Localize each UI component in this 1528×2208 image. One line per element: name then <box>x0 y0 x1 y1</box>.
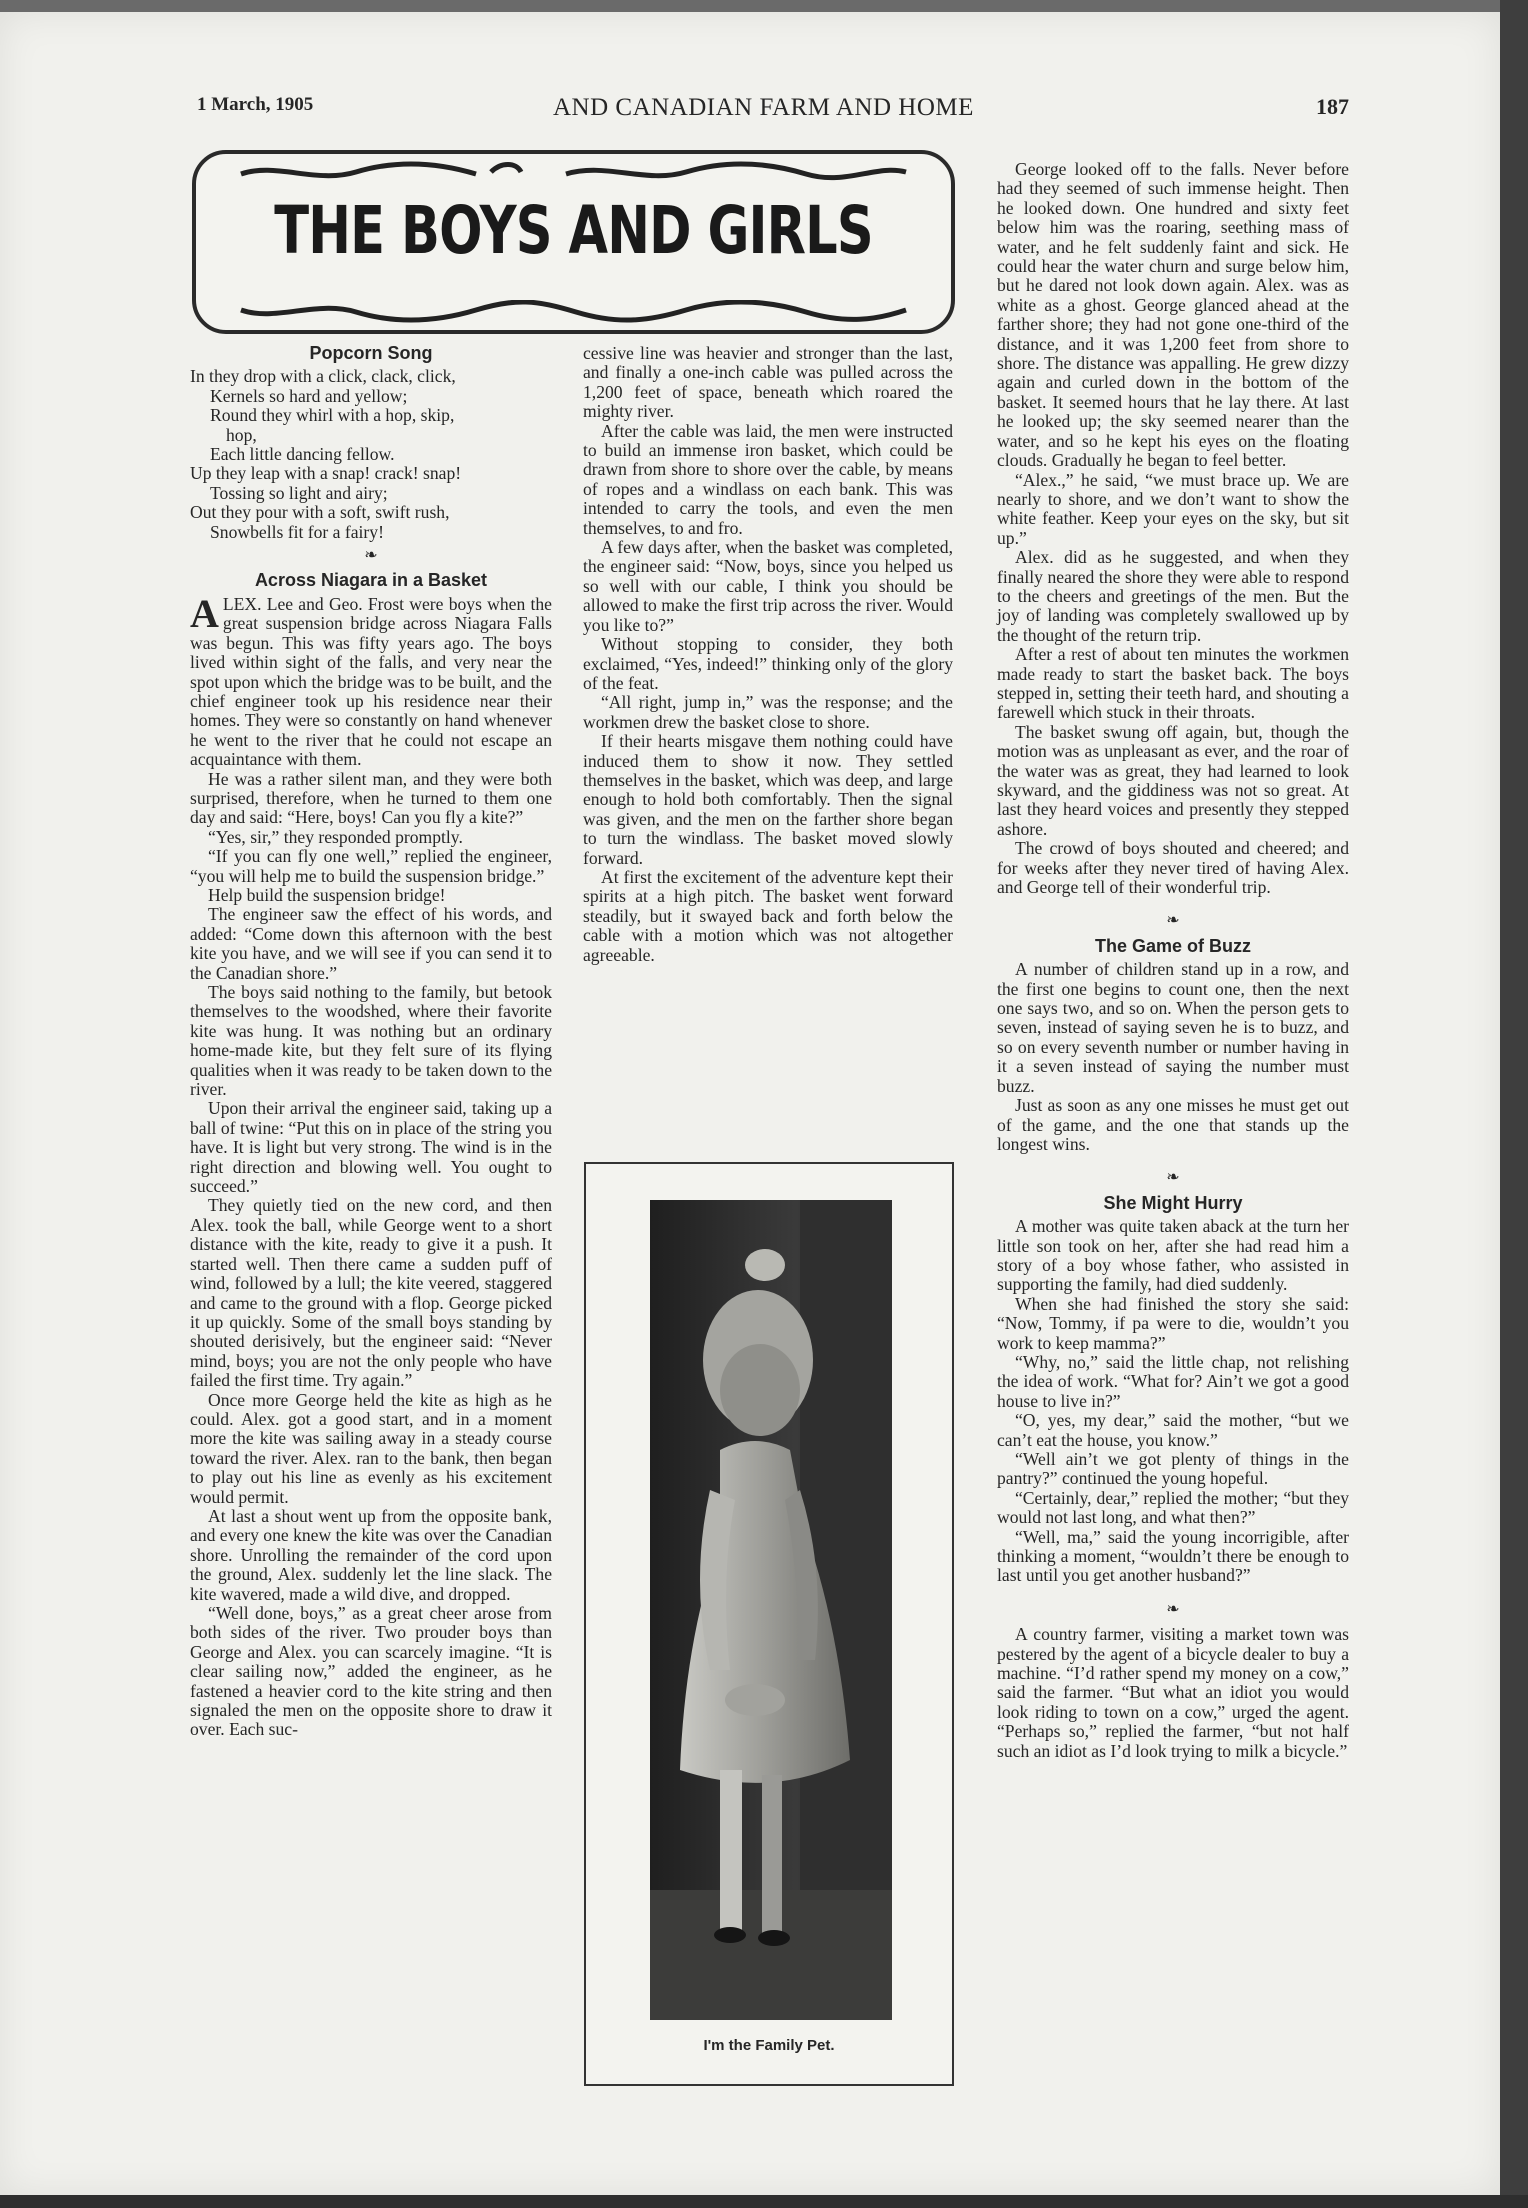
page-edge-bottom <box>0 2195 1528 2208</box>
article-paragraph: If their hearts misgave them nothing could have induced them to show it now. They settled themselves in the basket, which was deep, and large enough to hold both comfortably. Then the signal was given, and the men on the farther shore began to turn the windlass. The basket moved slowly forward. <box>583 731 953 868</box>
article-paragraph: Without stopping to consider, they both exclaimed, “Yes, indeed!” thinking only of the glory of the feat. <box>583 634 953 693</box>
article-paragraph: ALEX. Lee and Geo. Frost were boys when the great suspension bridge across Niagara Falls was begun. This was fifty years ago. The boys lived within sight of the falls, and very near the spot upon which the bridge was to be built, and the chief engineer took up his residence near their homes. They were so constantly on hand whenever he went to the river that he could not escape an acquaintance with them. <box>190 590 552 770</box>
newspaper-page <box>0 12 1500 2195</box>
article-paragraph: At last a shout went up from the opposite bank, and every one knew the kite was over the Canadian shore. Unrolling the remainder of the cord upon the ground, Alex. suddenly let the line slack. The kite wavered, made a wild dive, and dropped. <box>190 1505 553 1604</box>
article-paragraph: After a rest of about ten minutes the workmen made ready to start the basket back. The boys stepped in, setting their teeth hard, and shouting a farewell which stuck in their throats. <box>997 644 1349 723</box>
article-paragraph: George looked off to the falls. Never before had they seemed of such immense height. Then he looked down. One hundred and sixty feet below him was the roaring, seething mass of water, and he felt suddenly faint and sick. He could hear the water churn and surge below him, but he dared not look down again. Alex. was as white as a ghost. George glanced ahead at the farther shore; they had not gone one-third of the distance, and it was 1,200 feet from shore to shore. The distance was appalling. He grew dizzy again and curled down in the bottom of the basket. It seemed hours that he lay there. At last he looked up; the sky seemed nearer than the water, and so he kept his eyes on the floating clouds. Gradually he began to feel better. <box>997 159 1349 471</box>
article-paragraph: The engineer saw the effect of his words, and added: “Come down this afternoon with the best kite you have, and we will see if you can send it to the Canadian shore.” <box>190 904 552 983</box>
article-paragraph: A number of children stand up in a row, and the first one begins to count one, then the next one says two, and so on. When the person gets to seven, instead of saying seven he is to buzz, and so on every seventh number or number having in it a seven instead of saying the number must buzz. <box>997 959 1349 1096</box>
section-title-banner <box>192 150 955 334</box>
popcorn-poem <box>190 367 552 542</box>
article-paragraph: “Certainly, dear,” replied the mother; “but they would not last long, and what then?” <box>997 1487 1349 1528</box>
heading-niagara: Across Niagara in a Basket <box>254 570 488 591</box>
article-paragraph: “Yes, sir,” they responded promptly. <box>208 826 463 847</box>
article-paragraph: A country farmer, visiting a market town was pestered by the agent of a bicycle dealer to buy a machine. “I’d rather spend my money on a cow,” said the farmer. “But what an idiot you would look riding to town on a cow,” urged the agent. “Perhaps so,” replied the farmer, “but not half such an idiot as I’d look trying to milk a bicycle.” <box>997 1624 1349 1761</box>
photo-caption: I'm the Family Pet. <box>703 2037 835 2054</box>
article-paragraph: Help build the suspension bridge! <box>208 884 446 905</box>
family-pet-photo <box>650 1200 892 2020</box>
article-paragraph: “O, yes, my dear,” said the mother, “but we can’t eat the house, you know.” <box>997 1410 1349 1450</box>
article-paragraph: “Well ain’t we got plenty of things in the pantry?” continued the young hopeful. <box>997 1449 1349 1489</box>
article-paragraph: The crowd of boys shouted and cheered; and for weeks after they never tired of having Alex. and George tell of their wonderful trip. <box>997 838 1349 898</box>
article-paragraph: They quietly tied on the new cord, and then Alex. took the ball, while George went to a short distance with the kite, ready to give it a push. It started well. Then there came a sudden puff of wind, followed by a lull; the kite veered, staggered and came to the ground with a flop. George picked it up quickly. Some of the small boys standing by shouted derisively, but the engineer said: “Never mind, boys; you are not the only people who have failed the first time. Try again.” <box>190 1195 552 1391</box>
heading-she-might-hurry: She Might Hurry <box>1103 1192 1243 1213</box>
poem-line: Round they whirl with a hop, skip, <box>210 405 455 426</box>
article-paragraph: “Well, ma,” said the young incorrigible, after thinking a moment, “wouldn’t there be enough to last until you get another husband?” <box>997 1526 1349 1586</box>
article-paragraph: “Alex.,” he said, “we must brace up. We are nearly to shore, and we don’t want to show the white feather. Keep your eyes on the sky, but sit up.” <box>997 469 1349 548</box>
article-paragraph: He was a rather silent man, and they were both surprised, therefore, when he turned to them one day and said: “Here, boys! Can you fly a kite?” <box>190 768 552 828</box>
page-number: 187 <box>1316 94 1349 119</box>
column-left <box>190 344 552 1740</box>
fleuron-icon: ❧ <box>1166 912 1180 930</box>
drop-cap: A <box>190 590 219 636</box>
article-paragraph: “If you can fly one well,” replied the engineer, “you will help me to build the suspension bridge.” <box>190 846 552 886</box>
article-paragraph: Just as soon as any one misses he must get out of the game, and the one that stands up the longest wins. <box>997 1095 1349 1154</box>
poem-line: Up they leap with a snap! crack! snap! <box>190 463 462 484</box>
column-right <box>997 160 1349 1761</box>
article-paragraph: The basket swung off again, but, though the motion was as unpleasant as ever, and the roar of the water was as great, they had learned to look skyward, and the giddiness was not so great. At last they heard voices and presently they stepped ashore. <box>997 721 1349 839</box>
photo-frame <box>584 1162 954 2086</box>
article-paragraph: A mother was quite taken aback at the turn her little son took on her, after she had read him a story of a boy whose father, who assisted in supporting the family, had died suddenly. <box>997 1216 1349 1295</box>
fleuron-icon: ❧ <box>1166 1169 1180 1187</box>
child-portrait-icon <box>650 1200 892 2020</box>
article-paragraph: “Why, no,” said the little chap, not relishing the idea of work. “What for? Ain’t we got a good house to live in?” <box>997 1351 1349 1411</box>
article-paragraph: Once more George held the kite as high as he could. Alex. got a good start, and in a moment more the kite was sailing away in a steady course toward the river. Alex. ran to the bank, then began to play out his line as evenly as his excitement would permit. <box>190 1389 552 1507</box>
article-paragraph: “Well done, boys,” as a great cheer arose from both sides of the river. Two prouder boys than George and Alex. you can scarcely imagine. “It is clear sailing now,” added the engineer, as he fastened a heavier cord to the kite string and then signaled the men on the opposite shore to draw it over. Each suc- <box>190 1603 552 1740</box>
section-title: THE BOYS AND GIRLS <box>274 192 873 269</box>
poem-line: Tossing so light and airy; <box>210 482 388 503</box>
page-edge <box>1500 0 1528 2208</box>
fleuron-icon: ❧ <box>364 547 378 565</box>
poem-line: Snowbells fit for a fairy! <box>210 521 384 542</box>
publication-running-head: AND CANADIAN FARM AND HOME <box>553 94 974 121</box>
article-paragraph: A few days after, when the basket was completed, the engineer said: “Now, boys, since you helped us so well with our cable, I think you should be allowed to make the first trip across the river. Would you like to?” <box>583 537 953 635</box>
column-middle <box>583 344 953 965</box>
scroll-ornament-top-icon <box>236 160 911 184</box>
article-paragraph: “All right, jump in,” was the response; and the workmen drew the basket close to shore. <box>583 692 953 732</box>
article-paragraph: At first the excitement of the adventure kept their spirits at a high pitch. The basket went forward steadily, but it swayed back and forth below the cable with a motion which was not altogether agreeable. <box>583 866 953 965</box>
article-paragraph: cessive line was heavier and stronger than the last, and finally a one-inch cable was pulled across the 1,200 feet of space, beneath which roared the mighty river. <box>583 343 953 422</box>
issue-date: 1 March, 1905 <box>197 94 314 115</box>
poem-line: Each little dancing fellow. <box>210 444 395 465</box>
poem-line: Out they pour with a soft, swift rush, <box>190 502 450 523</box>
article-paragraph: The boys said nothing to the family, but betook themselves to the woodshed, where their favorite kite was hung. It was nothing but an ordinary home-made kite, but they felt sure of its flying qualities when it was ready to be taken down to the river. <box>190 982 552 1100</box>
article-paragraph: Alex. did as he suggested, and when they finally neared the shore they were able to respond to the cheers and greetings of the men. But the joy of landing was completely swallowed up by the thought of the return trip. <box>997 547 1349 645</box>
fleuron-icon: ❧ <box>1166 1600 1180 1618</box>
article-paragraph: After the cable was laid, the men were instructed to build an immense iron basket, which could be drawn from shore to shore over the cable, by means of ropes and a windlass on each bank. This was intended to carry the tools, and even the men themselves, to and fro. <box>583 420 953 538</box>
poem-line: hop, <box>226 424 257 445</box>
scroll-ornament-bottom-icon <box>236 300 911 324</box>
heading-popcorn-song: Popcorn Song <box>309 343 433 363</box>
article-paragraph: Upon their arrival the engineer said, taking up a ball of twine: “Put this on in place of the string you have. It is light but very strong. The wind is in the right direction and blowing well. You ought to succeed.” <box>190 1098 552 1197</box>
heading-game-of-buzz: The Game of Buzz <box>1094 935 1251 956</box>
poem-line: In they drop with a click, clack, click, <box>190 366 456 387</box>
article-paragraph: When she had finished the story she said: “Now, Tommy, if pa were to die, wouldn’t you work to keep mamma?” <box>997 1293 1349 1353</box>
poem-line: Kernels so hard and yellow; <box>210 385 408 406</box>
